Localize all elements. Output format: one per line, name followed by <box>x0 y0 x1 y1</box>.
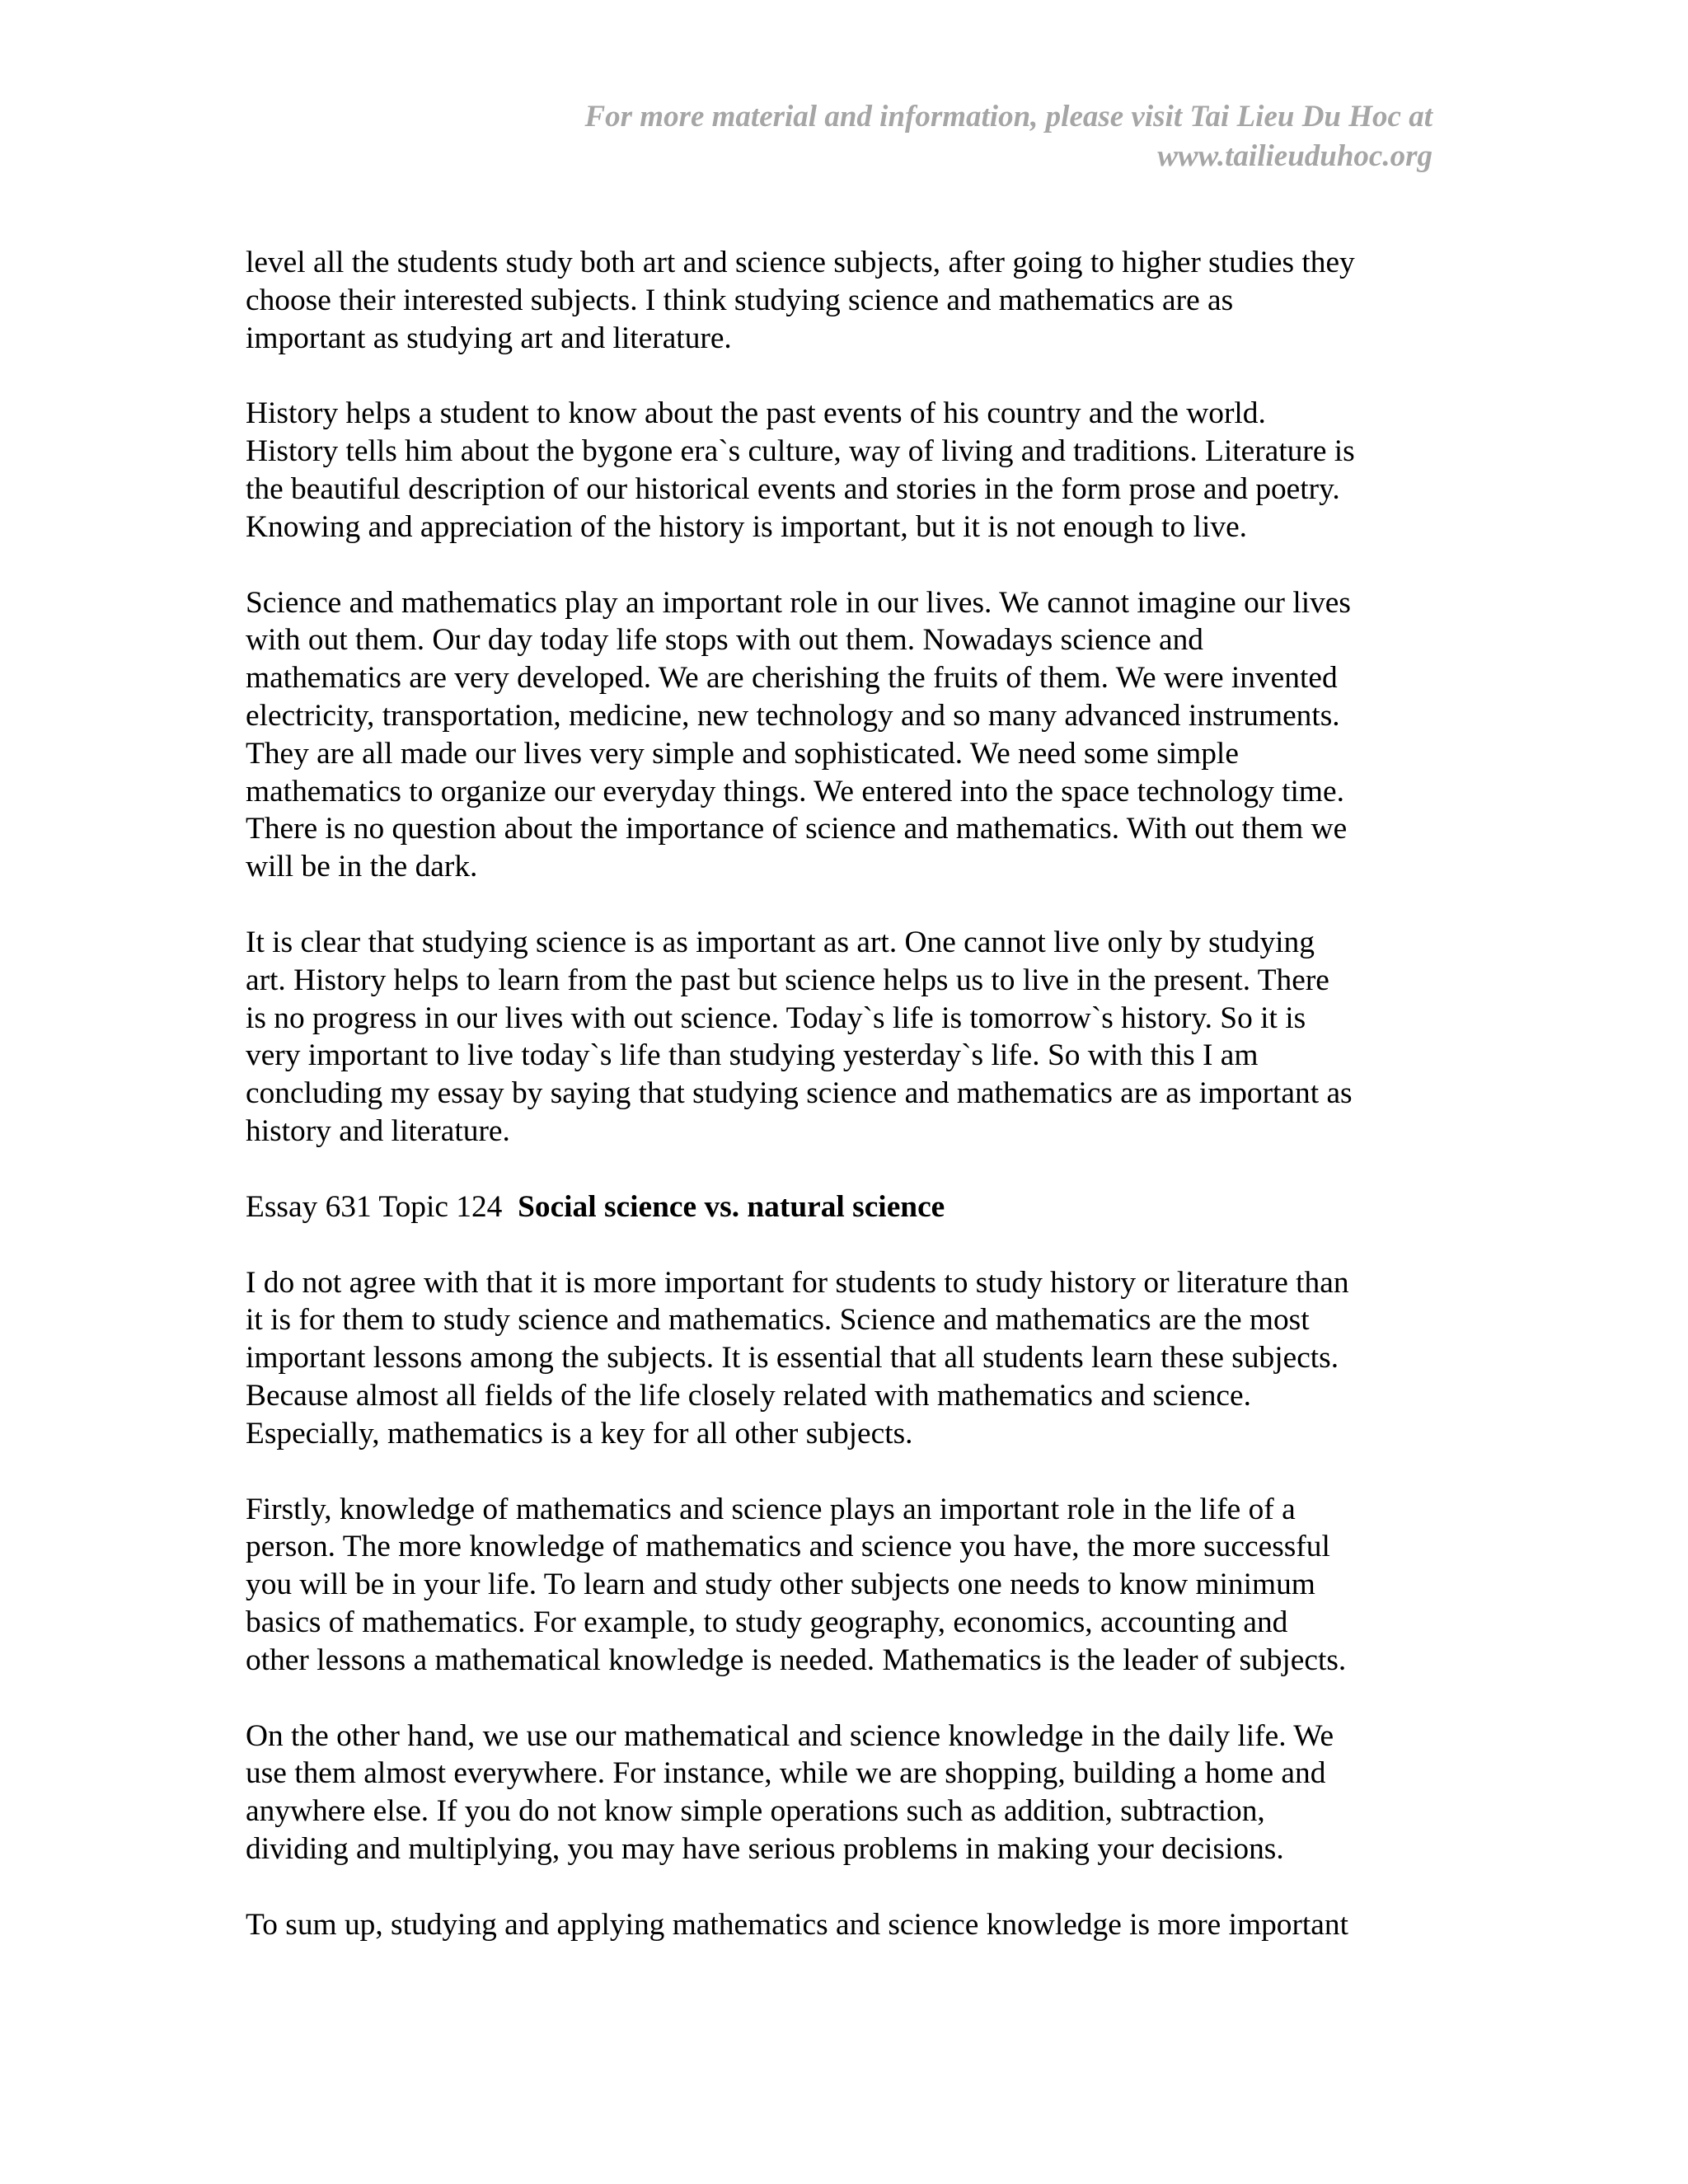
text-line: you will be in your life. To learn and study other subjects one needs to know minimum <box>246 1568 1315 1602</box>
text-line: mathematics are very developed. We are cherishing the fruits of them. We were invented <box>246 661 1338 696</box>
text-line: level all the students study both art and science subjects, after going to higher studies they <box>246 246 1355 279</box>
page-header <box>584 97 1432 176</box>
text-line: I do not agree with that it is more important for students to study history or literature than <box>246 1265 1349 1300</box>
paragraph <box>246 1264 1449 1453</box>
paragraph <box>246 1718 1449 1868</box>
text-line: important lessons among the subjects. It is essential that all students learn these subjects. <box>246 1341 1339 1376</box>
document-body <box>246 244 1449 1981</box>
text-line: There is no question about the importance of science and mathematics. With out them we <box>246 812 1348 846</box>
paragraph <box>246 924 1449 1151</box>
text-line: other lessons a mathematical knowledge is needed. Mathematics is the leader of subjects. <box>246 1643 1347 1677</box>
header-line-1: For more material and information, please visit Tai Lieu Du Hoc at <box>584 100 1432 134</box>
text-line: basics of mathematics. For example, to study geography, economics, accounting and <box>246 1605 1288 1639</box>
text-line: concluding my essay by saying that studying science and mathematics are as important as <box>246 1076 1353 1111</box>
text-line: history and literature. <box>246 1113 510 1148</box>
text-line: On the other hand, we use our mathematical and science knowledge in the daily life. We <box>246 1718 1334 1753</box>
text-line: it is for them to study science and mathematics. Science and mathematics are the most <box>246 1303 1310 1338</box>
paragraph <box>246 244 1449 357</box>
paragraph <box>246 395 1449 546</box>
paragraph <box>246 1906 1449 1944</box>
text-line: Firstly, knowledge of mathematics and science plays an important role in the life of a <box>246 1492 1296 1526</box>
text-line: mathematics to organize our everyday things. We entered into the space technology time. <box>246 774 1344 808</box>
text-line: anywhere else. If you do not know simple operations such as addition, subtraction, <box>246 1794 1265 1829</box>
text-line: dividing and multiplying, you may have serious problems in making your decisions. <box>246 1831 1284 1866</box>
text-line: They are all made our lives very simple and sophisticated. We need some simple <box>246 736 1239 771</box>
text-line: Science and mathematics play an important role in our lives. We cannot imagine our lives <box>246 585 1351 620</box>
text-line: person. The more knowledge of mathematics and science you have, the more successful <box>246 1530 1330 1564</box>
text-line: Especially, mathematics is a key for all other subjects. <box>246 1416 913 1451</box>
text-line: To sum up, studying and applying mathematics and science knowledge is more important <box>246 1907 1348 1942</box>
essay-heading-title: Social science vs. natural science <box>518 1189 945 1224</box>
text-line: very important to live today`s life than studying yesterday`s life. So with this I am <box>246 1038 1259 1073</box>
text-line: important as studying art and literature. <box>246 321 732 355</box>
header-line-2: www.tailieuduhoc.org <box>1157 139 1432 173</box>
text-line: It is clear that studying science is as important as art. One cannot live only by studying <box>246 925 1315 959</box>
text-line: will be in the dark. <box>246 850 478 884</box>
text-line: History helps a student to know about the past events of his country and the world. <box>246 396 1266 431</box>
paragraph <box>246 584 1449 886</box>
essay-heading-prefix: Essay 631 Topic 124 <box>246 1189 503 1224</box>
text-line: electricity, transportation, medicine, new technology and so many advanced instruments. <box>246 698 1340 733</box>
text-line: the beautiful description of our historical events and stories in the form prose and poetry. <box>246 471 1340 506</box>
paragraph <box>246 1491 1449 1680</box>
text-line: art. History helps to learn from the past but science helps us to live in the present. There <box>246 963 1329 997</box>
text-line: is no progress in our lives with out science. Today`s life is tomorrow`s history. So it is <box>246 1001 1306 1035</box>
text-line: Knowing and appreciation of the history is important, but it is not enough to live. <box>246 509 1248 544</box>
essay-heading <box>246 1188 1449 1226</box>
text-line: History tells him about the bygone era`s culture, way of living and traditions. Literature is <box>246 434 1355 469</box>
text-line: choose their interested subjects. I think studying science and mathematics are as <box>246 283 1234 317</box>
text-line: use them almost everywhere. For instance, while we are shopping, building a home and <box>246 1756 1326 1791</box>
text-line: with out them. Our day today life stops with out them. Nowadays science and <box>246 623 1203 658</box>
text-line: Because almost all fields of the life closely related with mathematics and science. <box>246 1378 1251 1413</box>
